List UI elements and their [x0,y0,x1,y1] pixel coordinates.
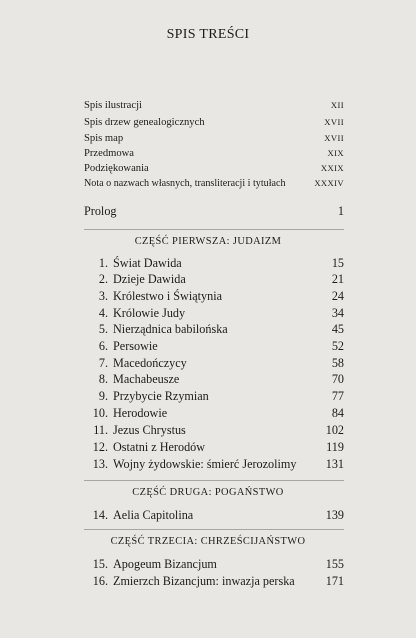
toc-entry-front [84,178,344,189]
toc-chapter [84,272,344,287]
entry-page: 119 [326,440,344,454]
chapter-number: 15. [92,557,108,571]
chapter-number: 4. [98,306,108,320]
entry-page: 77 [331,389,344,403]
chapter-title: Herodowie [113,406,168,420]
divider [84,229,344,230]
entry-page: XII [330,100,344,110]
toc-chapter [84,256,344,271]
toc-entry-front [84,148,344,159]
entry-page: 131 [325,457,344,471]
entry-page: XXIX [320,163,344,173]
toc-chapter [84,356,344,371]
toc-chapter [84,289,344,304]
toc-entry-front [84,100,344,111]
chapter-title: Przybycie Rzymian [113,389,209,403]
chapter-number: 13. [92,457,108,471]
chapter-title: Dzieje Dawida [113,272,186,286]
entry-page: 155 [325,557,344,571]
chapter-title: Nierządnica babilońska [113,322,228,336]
entry-page: 1 [337,204,344,218]
chapter-title: Zmierzch Bizancjum: inwazja perska [113,574,295,588]
toc-entry-front [84,133,344,144]
chapter-title: Macedończycy [113,356,187,370]
entry-page: 84 [331,406,344,420]
entry-label: Prolog [84,204,117,218]
chapter-number: 16. [92,574,108,588]
chapter-title: Królowie Judy [113,306,186,320]
entry-page: 24 [331,289,344,303]
chapter-number: 8. [98,372,108,386]
chapter-number: 6. [98,339,108,353]
chapter-title: Wojny żydowskie: śmierć Jerozolimy [113,457,297,471]
toc-chapter [84,406,344,421]
entry-page: 171 [325,574,344,588]
toc-chapter [84,557,344,572]
toc-chapter [84,306,344,321]
entry-label: Nota o nazwach własnych, transliteracji i tytułach [84,178,286,189]
chapter-number: 3. [98,289,108,303]
entry-page: 15 [331,256,344,270]
entry-page: XIX [327,148,344,158]
toc-entry-front [84,117,344,128]
toc-chapter [84,339,344,354]
toc-entry-front [84,163,344,174]
chapter-number: 7. [98,356,108,370]
chapter-title: Persowie [113,339,158,353]
entry-page: 58 [331,356,344,370]
chapter-title: Ostatni z Herodów [113,440,206,454]
entry-page: XXXIV [314,178,344,188]
entry-page: 34 [331,306,344,320]
entry-label: Podziękowania [84,163,149,174]
part-heading: CZĘŚĆ DRUGA: POGAŃSTWO [132,487,284,498]
chapter-title: Machabeusze [113,372,180,386]
chapter-number: 12. [92,440,108,454]
toc-entry-prolog [84,204,344,219]
entry-page: 139 [325,508,344,522]
entry-page: 21 [331,272,344,286]
toc-chapter [84,574,344,589]
chapter-title: Aelia Capitolina [113,508,194,522]
part-heading: CZĘŚĆ PIERWSZA: JUDAIZM [134,236,282,247]
chapter-number: 1. [98,256,108,270]
entry-page: 102 [325,423,344,437]
toc-chapter [84,389,344,404]
chapter-title: Świat Dawida [113,256,182,270]
toc-chapter [84,440,344,455]
entry-page: XVII [324,133,344,143]
divider [84,480,344,481]
part-heading: CZĘŚĆ TRZECIA: CHRZEŚCIJAŃSTWO [110,536,306,547]
toc-chapter [84,372,344,387]
chapter-title: Jezus Chrystus [113,423,186,437]
chapter-number: 2. [98,272,108,286]
chapter-number: 14. [92,508,108,522]
entry-page: 70 [331,372,344,386]
toc-chapter [84,322,344,337]
chapter-number: 11. [93,423,108,437]
chapter-number: 5. [98,322,108,336]
page-title: SPIS TREŚCI [166,27,250,42]
entry-page: 45 [331,322,344,336]
entry-label: Przedmowa [84,148,135,159]
entry-page: XVII [324,117,344,127]
entry-label: Spis ilustracji [84,100,142,111]
divider [84,529,344,530]
toc-chapter [84,423,344,438]
chapter-title: Królestwo i Świątynia [113,289,222,303]
chapter-title: Apogeum Bizancjum [113,557,217,571]
toc-chapter [84,457,344,472]
entry-page: 52 [331,339,344,353]
entry-label: Spis drzew genealogicznych [84,117,205,128]
toc-chapter [84,508,344,523]
chapter-number: 10. [92,406,108,420]
entry-label: Spis map [84,133,124,144]
chapter-number: 9. [98,389,108,403]
